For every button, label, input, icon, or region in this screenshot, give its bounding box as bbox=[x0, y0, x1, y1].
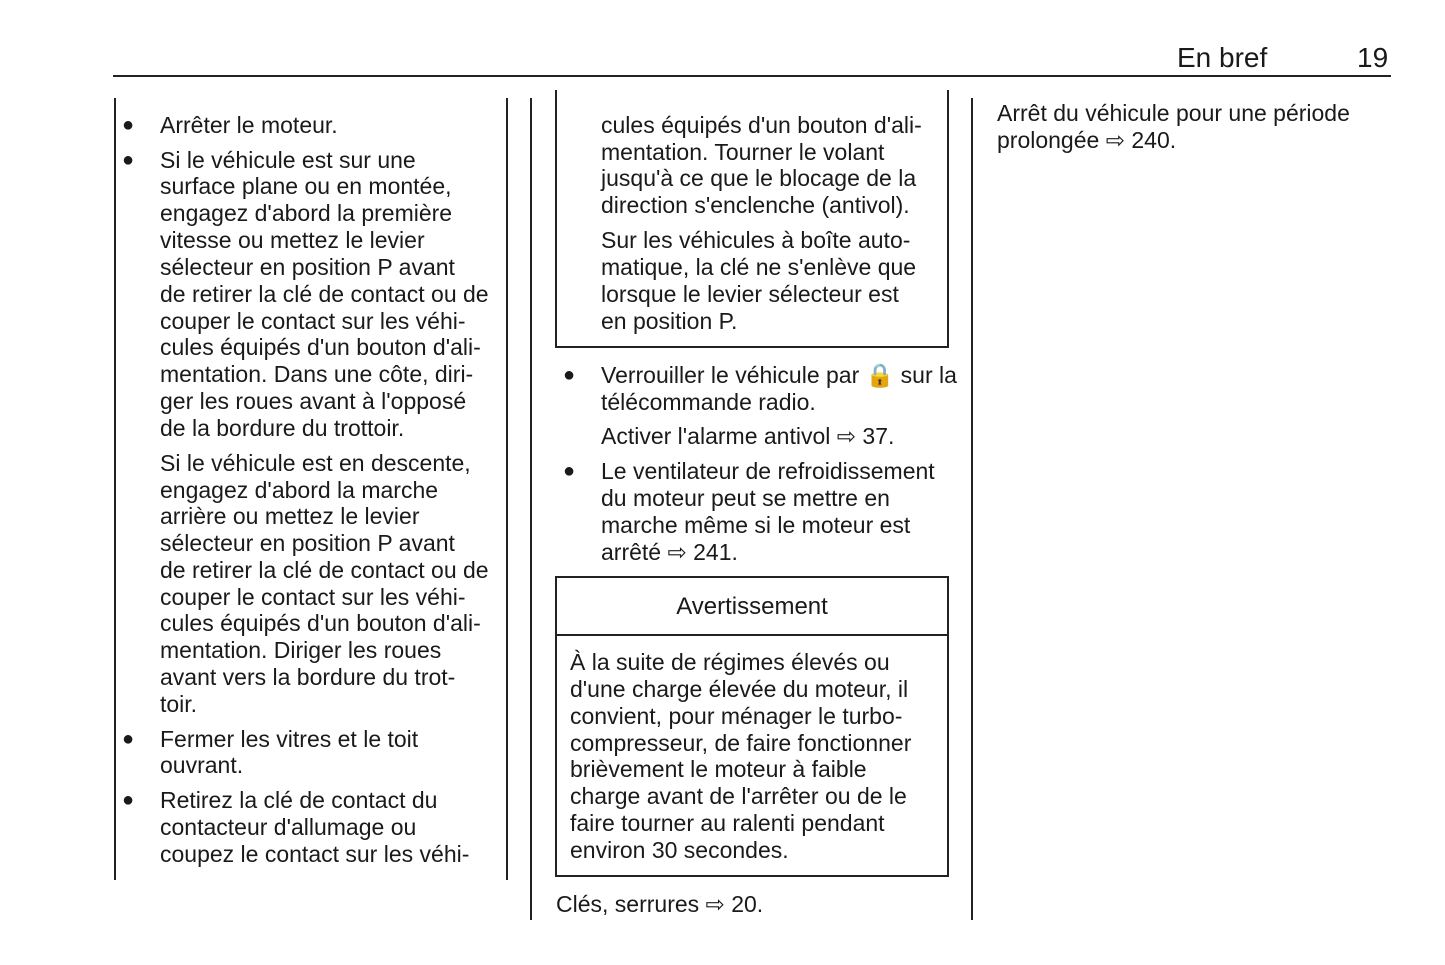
column-rule bbox=[506, 98, 508, 880]
text-line: Arrêter le moteur. bbox=[160, 112, 338, 138]
text-line: Sur les véhicules à boîte auto- bbox=[601, 227, 911, 253]
bullet-icon: ● bbox=[122, 789, 135, 811]
text-line: contacteur d'allumage ou bbox=[160, 814, 417, 840]
text-line: Verrouiller le véhicule par 🔒 sur la bbox=[601, 362, 957, 388]
text-line: couper le contact sur les véhi- bbox=[160, 308, 466, 334]
text-line: cules équipés d'un bouton d'ali- bbox=[601, 112, 922, 138]
text-line: Si le véhicule est en descente, bbox=[160, 450, 471, 476]
page-number: 19 bbox=[1357, 42, 1389, 73]
warning-text-line: faire tourner au ralenti pendant bbox=[570, 810, 885, 836]
text-line: Fermer les vitres et le toit bbox=[160, 726, 419, 752]
text-line: sélecteur en position P avant bbox=[160, 254, 455, 280]
warning-text-line: environ 30 secondes. bbox=[570, 837, 789, 863]
text-line: cules équipés d'un bouton d'ali- bbox=[160, 610, 481, 636]
bullet-icon: ● bbox=[122, 114, 135, 136]
warning-text-line: d'une charge élevée du moteur, il bbox=[570, 676, 909, 702]
section-title: En bref bbox=[1177, 42, 1268, 73]
text-line: ouvrant. bbox=[160, 752, 244, 778]
text-line: télécommande radio. bbox=[601, 389, 816, 415]
text-line: marche même si le moteur est bbox=[601, 512, 911, 538]
text-line: jusqu'à ce que le blocage de la bbox=[601, 165, 917, 191]
column-rule bbox=[114, 98, 116, 880]
bullet-icon: ● bbox=[122, 728, 135, 750]
text-line: de retirer la clé de contact ou de bbox=[160, 557, 489, 583]
bullet-icon: ● bbox=[563, 460, 576, 482]
text-line: Le ventilateur de refroidissement bbox=[601, 458, 935, 484]
text-line: engagez d'abord la marche bbox=[160, 477, 439, 503]
text-line: Arrêt du véhicule pour une période bbox=[997, 100, 1350, 126]
bullet-icon: ● bbox=[563, 364, 576, 386]
text-line: en position P. bbox=[601, 308, 738, 334]
text-line: Retirez la clé de contact du bbox=[160, 787, 438, 813]
text-line: direction s'enclenche (antivol). bbox=[601, 192, 910, 218]
text-line: mentation. Tourner le volant bbox=[601, 139, 885, 165]
warning-text-line: À la suite de régimes élevés ou bbox=[570, 649, 890, 675]
text-line: de la bordure du trottoir. bbox=[160, 415, 405, 441]
text-line: engagez d'abord la première bbox=[160, 200, 453, 226]
warning-title: Avertissement bbox=[676, 593, 828, 620]
column-rule bbox=[530, 98, 532, 920]
text-line: arrière ou mettez le levier bbox=[160, 503, 420, 529]
text-line: surface plane ou en montée, bbox=[160, 173, 452, 199]
warning-text-line: brièvement le moteur à faible bbox=[570, 756, 867, 782]
warning-text-line: convient, pour ménager le turbo- bbox=[570, 703, 903, 729]
column-rule bbox=[971, 98, 973, 920]
text-line: arrêté ⇨ 241. bbox=[601, 539, 738, 565]
text-line: Si le véhicule est sur une bbox=[160, 147, 416, 173]
text-line: mentation. Diriger les roues bbox=[160, 637, 442, 663]
warning-text-line: charge avant de l'arrêter ou de le bbox=[570, 783, 907, 809]
text-line: lorsque le levier sélecteur est bbox=[601, 281, 899, 307]
text-line: coupez le contact sur les véhi- bbox=[160, 841, 470, 867]
text-line: matique, la clé ne s'enlève que bbox=[601, 254, 917, 280]
text-line: vitesse ou mettez le levier bbox=[160, 227, 425, 253]
cross-reference: Clés, serrures ⇨ 20. bbox=[556, 891, 764, 917]
warning-text-line: compresseur, de faire fonctionner bbox=[570, 730, 912, 756]
bullet-icon: ● bbox=[122, 149, 135, 171]
text-line: cules équipés d'un bouton d'ali- bbox=[160, 334, 481, 360]
text-line: du moteur peut se mettre en bbox=[601, 485, 890, 511]
text-line: Activer l'alarme antivol ⇨ 37. bbox=[601, 423, 895, 449]
text-line: ger les roues avant à l'opposé bbox=[160, 388, 467, 414]
text-line: sélecteur en position P avant bbox=[160, 530, 455, 556]
text-line: de retirer la clé de contact ou de bbox=[160, 281, 489, 307]
warning-divider bbox=[555, 634, 949, 636]
text-line: toir. bbox=[160, 691, 198, 717]
text-line: couper le contact sur les véhi- bbox=[160, 584, 466, 610]
header-rule bbox=[113, 75, 1391, 77]
text-line: avant vers la bordure du trot- bbox=[160, 664, 456, 690]
text-line: mentation. Dans une côte, diri- bbox=[160, 361, 474, 387]
text-line: prolongée ⇨ 240. bbox=[997, 127, 1177, 153]
